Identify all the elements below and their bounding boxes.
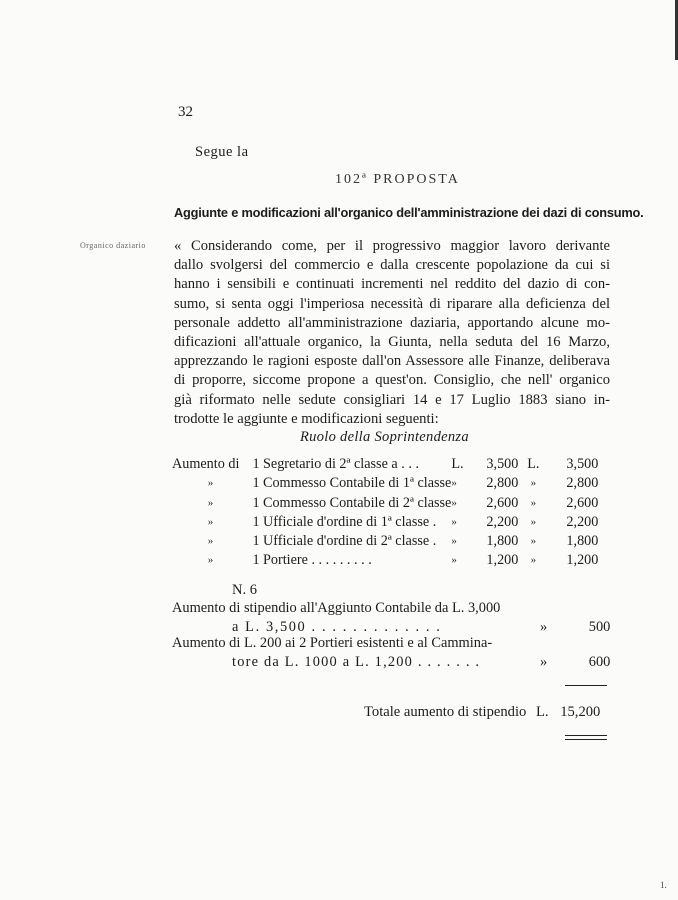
row-position: Commesso Contabile di 2ª classe bbox=[263, 494, 452, 511]
double-rule-bottom bbox=[565, 739, 607, 740]
row-total-salary: 2,200 bbox=[566, 513, 599, 530]
staff-row bbox=[172, 455, 598, 474]
row-label: Aumento di bbox=[172, 456, 240, 472]
row-unit-salary: 2,200 bbox=[486, 513, 519, 530]
row-currency: » bbox=[451, 554, 457, 567]
row-total-salary: 1,200 bbox=[566, 552, 599, 569]
row-unit-salary: 1,200 bbox=[486, 552, 519, 569]
row-count: 1 bbox=[252, 475, 260, 492]
row-currency-total: » bbox=[530, 515, 537, 528]
row-unit-salary: 2,800 bbox=[486, 475, 519, 492]
row-currency-total: L. bbox=[527, 456, 540, 472]
staff-row bbox=[172, 474, 598, 493]
body-line: « Considerando come, per il progressivo maggior lavoro derivante bbox=[174, 238, 610, 254]
body-line: personale addetto all'amministrazione daziaria, apportando alcune mo- bbox=[174, 314, 610, 331]
page-number: 32 bbox=[178, 104, 193, 120]
row-position: Ufficiale d'ordine di 2ª classe . bbox=[263, 533, 437, 550]
staff-table bbox=[172, 455, 598, 571]
body-line: apprezzando le ragioni esposte dall'on Assessore alle Finanze, deliberava bbox=[174, 353, 610, 370]
row-position: Segretario di 2ª classe a . . . bbox=[263, 456, 419, 472]
aumento-2-line-1: Aumento di L. 200 ai 2 Portieri esistenti e al Camminа- bbox=[172, 635, 493, 651]
body-line: già riformato nelle sedute consigliari 14 e 17 Luglio 1883 siano in- bbox=[174, 391, 610, 408]
body-line: trodotte le aggiunte e modificazioni seguenti: bbox=[174, 410, 439, 427]
row-currency: » bbox=[451, 515, 457, 528]
proposal-heading: Aggiunte e modificazioni all'organico dell'amministrazione dei dazi di consumo. bbox=[174, 205, 644, 220]
total-line bbox=[364, 704, 600, 721]
row-unit-salary: 2,600 bbox=[486, 494, 519, 511]
row-currency: » bbox=[451, 496, 457, 509]
staff-row bbox=[172, 494, 598, 513]
body-paragraph bbox=[174, 237, 610, 429]
row-currency: » bbox=[451, 477, 457, 490]
row-count: 1 bbox=[252, 552, 260, 569]
row-count: 1 bbox=[252, 494, 260, 511]
aumento-2-line-2: tore da L. 1000 a L. 1,200 . . . . . . . bbox=[232, 654, 481, 670]
row-position: Portiere . . . . . . . . . bbox=[263, 552, 372, 569]
margin-note: Organico daziario bbox=[80, 241, 146, 250]
double-rule-top bbox=[565, 735, 607, 736]
row-position: Commesso Contabile di 1ª classe bbox=[263, 475, 452, 492]
aumento-1-value: » 500 bbox=[540, 619, 611, 635]
row-currency: » bbox=[451, 535, 457, 548]
row-label: » bbox=[207, 554, 214, 567]
row-total-salary: 2,600 bbox=[566, 494, 599, 511]
row-currency-total: » bbox=[530, 477, 537, 490]
corner-mark: 1. bbox=[660, 880, 667, 890]
row-count: 1 bbox=[252, 513, 260, 530]
staff-row bbox=[172, 513, 598, 532]
aumento-1-line-2: a L. 3,500 . . . . . . . . . . . . . bbox=[232, 619, 442, 635]
staff-row bbox=[172, 532, 598, 551]
row-currency-total: » bbox=[530, 554, 537, 567]
body-line: sumo, si senta oggi l'imperiosa necessità di riparare alla deficienza del bbox=[174, 295, 610, 312]
body-line: di proporre, siccome propone a quest'on. Consiglio, che nell' organico bbox=[174, 372, 610, 389]
row-count: 1 bbox=[252, 456, 260, 472]
staff-row bbox=[172, 551, 598, 570]
row-currency-total: » bbox=[530, 535, 537, 548]
body-line: dificazioni all'attuale organico, la Giunta, nella seduta del 16 Marzo, bbox=[174, 333, 610, 350]
row-label: » bbox=[207, 515, 214, 528]
row-unit-salary: 1,800 bbox=[486, 533, 519, 550]
row-count: 1 bbox=[252, 533, 260, 550]
proposal-title: 102ª PROPOSTA bbox=[335, 172, 460, 187]
total-label: Totale aumento di stipendio bbox=[364, 704, 527, 720]
staff-count: N. 6 bbox=[232, 582, 257, 598]
row-total-salary: 1,800 bbox=[566, 533, 599, 550]
row-label: » bbox=[207, 535, 214, 548]
row-total-salary: 2,800 bbox=[566, 475, 599, 492]
segue-label: Segue la bbox=[195, 144, 249, 160]
row-label: » bbox=[207, 477, 214, 490]
row-currency-total: » bbox=[530, 496, 537, 509]
row-unit-salary: 3,500 bbox=[486, 456, 519, 472]
sum-rule bbox=[565, 685, 607, 686]
total-value: 15,200 bbox=[560, 704, 601, 720]
row-position: Ufficiale d'ordine di 1ª classe . bbox=[263, 513, 437, 530]
total-currency: L. bbox=[535, 704, 549, 720]
aumento-2-value: » 600 bbox=[540, 654, 611, 670]
aumento-1-line-1: Aumento di stipendio all'Aggiunto Contabile da L. 3,000 bbox=[172, 600, 501, 616]
ruolo-title: Ruolo della Soprintendenza bbox=[300, 429, 469, 445]
body-line: dallo svolgersi del commercio e dalla crescente popolazione da cui si bbox=[174, 257, 610, 274]
row-total-salary: 3,500 bbox=[566, 456, 599, 472]
row-label: » bbox=[207, 496, 214, 509]
body-line: hanno i sensibili e continuati incrementi nel reddito del dazio di con- bbox=[174, 276, 610, 293]
row-currency: L. bbox=[451, 456, 464, 472]
